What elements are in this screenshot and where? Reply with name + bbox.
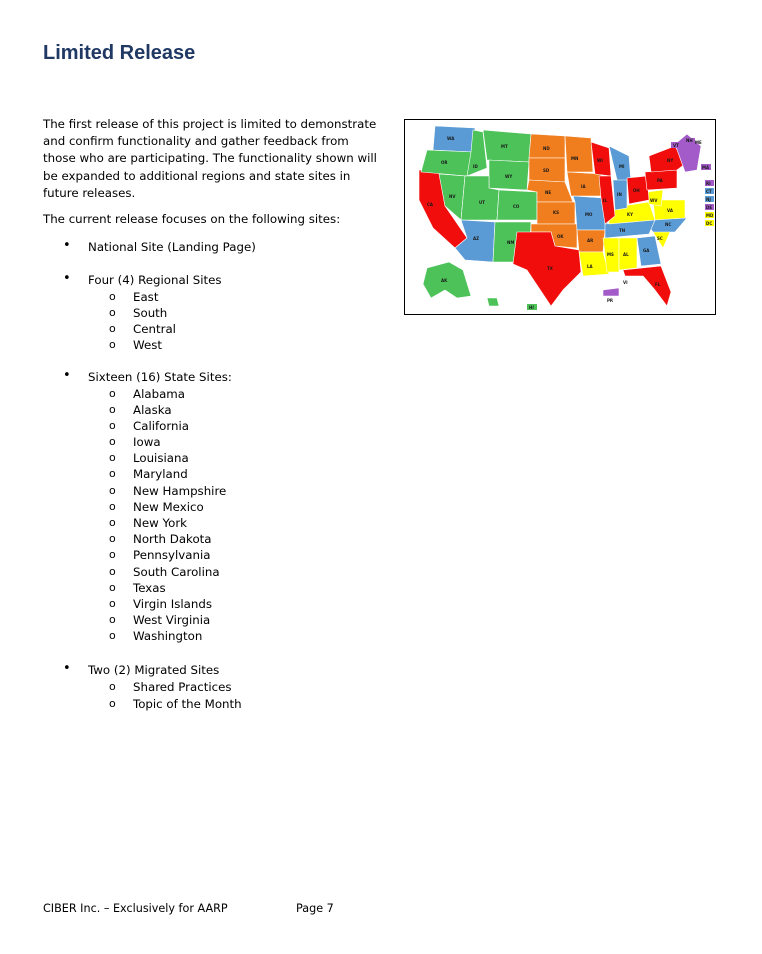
label-la: LA <box>587 264 593 269</box>
section-label: Sixteen (16) State Sites: <box>88 370 232 384</box>
state-la <box>579 252 609 276</box>
label-ia: IA <box>581 184 586 189</box>
sub-bullet-icon: o <box>109 289 116 303</box>
sub-bullet-icon: o <box>109 564 116 578</box>
sub-bullet-icon: o <box>109 596 116 610</box>
label-nd: ND <box>543 146 550 151</box>
label-mt: MT <box>501 144 508 149</box>
label-md: MD <box>706 213 714 218</box>
label-wa: WA <box>447 136 455 141</box>
label-me: ME <box>695 140 702 145</box>
sub-bullet-icon: o <box>109 629 116 643</box>
label-nv: NV <box>449 194 456 199</box>
list-item: o Washington <box>109 629 203 644</box>
label-mn: MN <box>571 156 579 161</box>
state-list <box>0 386 380 645</box>
section-state <box>0 369 380 645</box>
label-ny: NY <box>667 158 674 163</box>
state-hi <box>487 298 499 306</box>
list-item: o Iowa <box>109 435 161 450</box>
label-ky: KY <box>627 212 633 217</box>
label-nc: NC <box>665 222 672 227</box>
label-ne: NE <box>545 190 552 195</box>
label-ak: AK <box>441 278 448 283</box>
label-wi: WI <box>597 158 603 163</box>
sub-bullet-icon: o <box>109 467 116 481</box>
label-va: VA <box>667 208 673 213</box>
state-fl <box>623 266 671 306</box>
label-nh: NH <box>686 138 693 143</box>
section-label: Two (2) Migrated Sites <box>88 663 220 677</box>
list-item: o Topic of the Month <box>109 696 242 711</box>
list-item: o Alaska <box>109 402 172 417</box>
label-ga: GA <box>643 248 650 253</box>
sub-bullet-icon: o <box>109 338 116 352</box>
label-ct: CT <box>706 189 712 194</box>
sub-bullet-icon: o <box>109 451 116 465</box>
list-item: o North Dakota <box>109 532 212 547</box>
list-item: o California <box>109 418 190 433</box>
list-item: o New Mexico <box>109 499 204 514</box>
label-mi: MI <box>619 164 625 169</box>
label-il: IL <box>603 198 608 203</box>
sub-bullet-icon: o <box>109 580 116 594</box>
section-label: National Site (Landing Page) <box>88 240 256 254</box>
label-dc: DC <box>706 221 713 226</box>
footer-company: CIBER Inc. – Exclusively for AARP <box>43 902 228 915</box>
territory-pr <box>603 288 619 296</box>
sub-bullet-icon: o <box>109 532 116 546</box>
label-vt: VT <box>673 143 679 148</box>
sub-bullet-icon: o <box>109 435 116 449</box>
list-item: o West Virginia <box>109 613 211 628</box>
section-label: Four (4) Regional Sites <box>88 273 222 287</box>
label-fl: FL <box>655 282 661 287</box>
us-map-svg <box>405 120 715 314</box>
label-wy: WY <box>505 174 513 179</box>
label-ut: UT <box>479 200 485 205</box>
label-id: ID <box>473 164 478 169</box>
label-nj: NJ <box>706 197 711 202</box>
list-item: o Maryland <box>109 467 188 482</box>
section-migrated <box>0 662 380 713</box>
label-ok: OK <box>557 234 564 239</box>
migrated-list <box>0 679 380 713</box>
list-item: o South <box>109 305 168 320</box>
label-nm: NM <box>507 240 515 245</box>
sub-bullet-icon: o <box>109 418 116 432</box>
label-al: AL <box>623 252 629 257</box>
label-tn: TN <box>619 228 626 233</box>
list-item: o Central <box>109 321 176 336</box>
sub-bullet-icon: o <box>109 679 116 693</box>
label-az: AZ <box>473 236 479 241</box>
bullet-icon: • <box>63 368 71 383</box>
sub-bullet-icon: o <box>109 696 116 710</box>
label-tx: TX <box>547 266 553 271</box>
sub-bullet-icon: o <box>109 499 116 513</box>
section-national <box>0 239 380 256</box>
label-pa: PA <box>657 178 663 183</box>
list-item: o Shared Practices <box>109 679 232 694</box>
label-pr: PR <box>607 298 614 303</box>
list-item: o East <box>109 289 159 304</box>
label-ca: CA <box>427 202 434 207</box>
sub-bullet-icon: o <box>109 613 116 627</box>
label-sc: SC <box>657 236 663 241</box>
sub-bullet-icon: o <box>109 321 116 335</box>
sub-bullet-icon: o <box>109 386 116 400</box>
list-item: o Texas <box>109 580 166 595</box>
list-item: o West <box>109 338 163 353</box>
label-ri: RI <box>706 181 711 186</box>
bullet-icon: • <box>63 238 71 253</box>
list-item: o New York <box>109 516 188 530</box>
list-item: o Alabama <box>109 386 186 401</box>
list-item: o Louisiana <box>109 451 189 466</box>
sub-bullet-icon: o <box>109 402 116 416</box>
sub-bullet-icon: o <box>109 305 116 319</box>
page-heading: Limited Release <box>43 42 196 64</box>
list-item: o Virgin Islands <box>109 596 212 611</box>
label-ar: AR <box>587 238 594 243</box>
label-mo: MO <box>585 212 593 217</box>
label-co: CO <box>513 204 520 209</box>
regional-list <box>0 289 380 354</box>
sub-bullet-icon: o <box>109 483 116 497</box>
label-oh: OH <box>633 188 640 193</box>
label-ma: MA <box>702 165 710 170</box>
us-regions-map <box>404 119 716 315</box>
label-hi: HI <box>529 305 534 310</box>
sub-bullet-icon: o <box>109 548 116 562</box>
label-ks: KS <box>553 210 559 215</box>
label-ms: MS <box>607 252 614 257</box>
label-sd: SD <box>543 168 550 173</box>
current-release-paragraph: The current release focuses on the following sites: <box>43 212 341 226</box>
section-regional <box>0 272 380 353</box>
footer-page-number: Page 7 <box>296 902 334 915</box>
state-mn <box>565 136 593 172</box>
bullet-icon: • <box>63 271 71 286</box>
list-item: o New Hampshire <box>109 483 227 498</box>
label-in: IN <box>617 192 622 197</box>
label-wv: WV <box>650 198 658 203</box>
intro-paragraph: The first release of this project is limited to demonstrate and confirm functionality and gather feedback from those who are participating. The functionality shown will be expanded to additional regions and state sites in future releases. <box>43 117 377 200</box>
bullet-icon: • <box>63 661 71 676</box>
label-vi: VI <box>623 280 628 285</box>
sub-bullet-icon: o <box>109 516 116 529</box>
list-item: o South Carolina <box>109 564 220 579</box>
label-de: DE <box>706 205 713 210</box>
list-item: o Pennsylvania <box>109 548 211 563</box>
label-or: OR <box>441 160 448 165</box>
